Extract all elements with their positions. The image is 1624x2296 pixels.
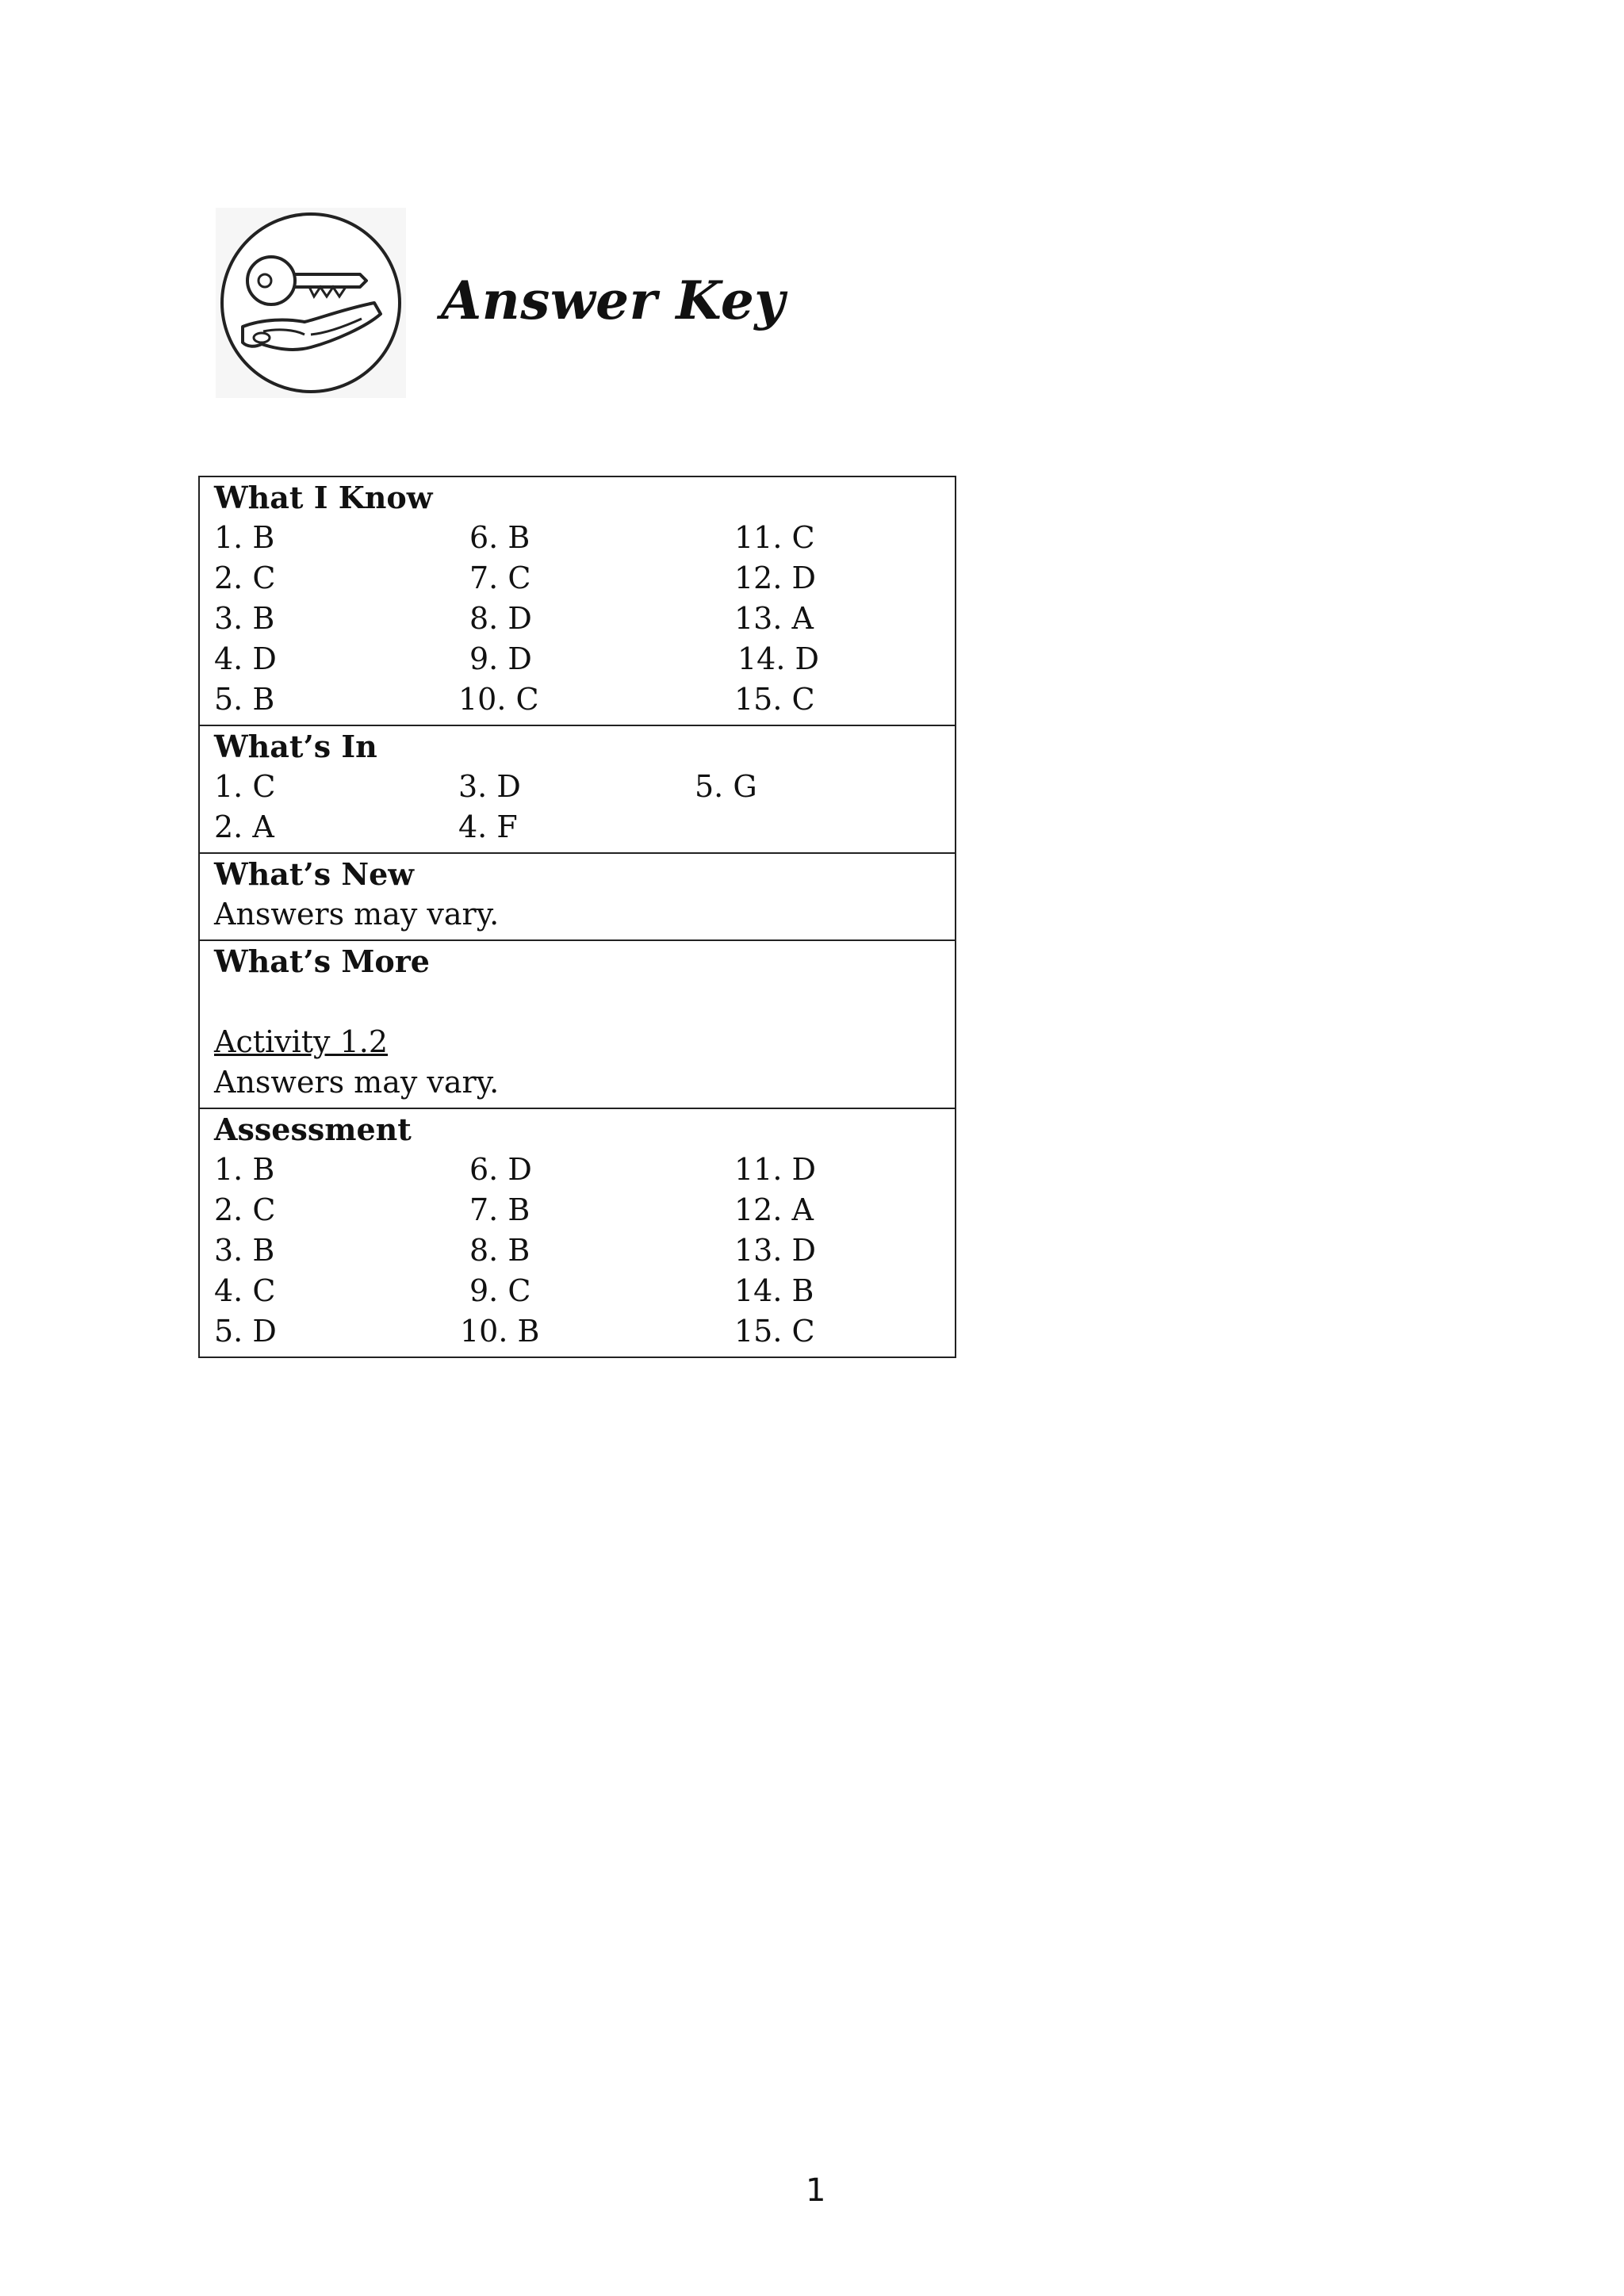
answer-cell: 14. D [737, 641, 819, 676]
answer-row [214, 1271, 955, 1311]
answer-row [214, 679, 955, 720]
answer-cell: 6. B [469, 520, 530, 555]
answer-cell: 1. B [214, 520, 275, 555]
section-whats-in [200, 725, 955, 852]
answer-cell: 11. D [734, 1152, 816, 1187]
answer-row [214, 1150, 955, 1190]
answer-row [214, 807, 955, 848]
answer-row [214, 599, 955, 639]
answer-cell: 3. B [214, 1233, 275, 1268]
answer-cell: 9. C [469, 1273, 531, 1308]
answer-cell: 15. C [734, 682, 815, 717]
answer-row [214, 1190, 955, 1230]
answer-cell: 7. B [469, 1192, 530, 1227]
section-what-i-know [200, 477, 955, 725]
answer-cell: 1. C [214, 769, 276, 804]
answer-cell: 12. A [734, 1192, 814, 1227]
page-number: 1 [806, 2172, 826, 2209]
section-assessment [200, 1108, 955, 1357]
answer-cell: 8. D [469, 601, 532, 636]
answer-cell: 3. B [214, 601, 275, 636]
answer-cell: 5. D [214, 1314, 277, 1349]
answer-cell: 9. D [469, 641, 532, 676]
answer-row [214, 1311, 955, 1352]
key-in-hand-icon [216, 208, 406, 398]
answer-cell: 11. C [734, 520, 815, 555]
answer-cell: 4. C [214, 1273, 276, 1308]
spacer [214, 982, 955, 1022]
answer-row [214, 1230, 955, 1271]
answer-cell: 8. B [469, 1233, 530, 1268]
answer-cell: 6. D [469, 1152, 532, 1187]
answer-cell: 5. G [695, 769, 757, 804]
answer-cell: 10. B [460, 1314, 540, 1349]
section-whats-more [200, 939, 955, 1108]
answer-cell: 13. D [734, 1233, 816, 1268]
section-heading: What’s More [214, 943, 430, 979]
answer-cell: 12. D [734, 561, 816, 595]
section-heading: What I Know [214, 480, 433, 515]
page-title: Answer Key [441, 270, 786, 331]
answer-cell: 4. D [214, 641, 277, 676]
section-heading: What’s New [214, 856, 414, 892]
answer-cell: 4. F [458, 809, 518, 844]
answer-row [214, 767, 955, 807]
answer-cell: 13. A [734, 601, 814, 636]
answer-row [214, 639, 955, 679]
answer-cell: 10. C [458, 682, 539, 717]
answer-cell: 15. C [734, 1314, 815, 1349]
answer-cell: 2. A [214, 809, 274, 844]
section-heading: Assessment [214, 1112, 412, 1147]
answer-key-table [198, 476, 956, 1358]
answer-row [214, 558, 955, 599]
answer-cell: 5. B [214, 682, 275, 717]
answer-key-logo [216, 208, 406, 398]
answer-cell: 3. D [458, 769, 521, 804]
section-text: Answers may vary. [214, 897, 500, 932]
activity-label: Activity 1.2 [214, 1024, 389, 1059]
answer-row [214, 518, 955, 558]
section-whats-new [200, 852, 955, 939]
answer-cell: 14. B [734, 1273, 814, 1308]
answer-cell: 7. C [469, 561, 531, 595]
answer-cell: 2. C [214, 1192, 276, 1227]
answer-cell: 1. B [214, 1152, 275, 1187]
section-text: Answers may vary. [214, 1065, 500, 1100]
section-heading: What’s In [214, 729, 377, 764]
answer-cell: 2. C [214, 561, 276, 595]
